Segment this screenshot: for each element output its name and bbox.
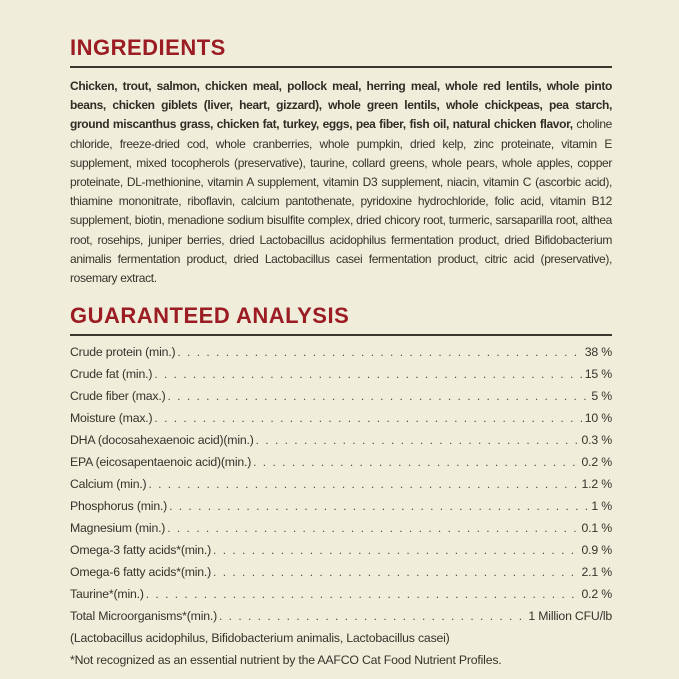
- ingredients-primary: Chicken, trout, salmon, chicken meal, pollock meal, herring meal, whole red lentils, whole pinto beans, chicken giblets (liver, heart, gizzard), whole green lentils, whole chickpeas, pea starch, ground miscanthus grass, chicken fat, turkey, eggs, pea fiber, fish oil, natural chicken flavor,: [70, 79, 612, 132]
- dotted-leader: [167, 385, 589, 407]
- analysis-row-value: 0.1 %: [581, 521, 612, 536]
- dotted-leader: [256, 429, 580, 451]
- ingredients-text: [70, 77, 612, 288]
- analysis-row-label: Phosphorus (min.): [70, 499, 168, 514]
- dotted-leader: [219, 605, 526, 627]
- analysis-row-label: DHA (docosahexaenoic acid)(min.): [70, 433, 254, 448]
- ingredients-title: INGREDIENTS: [70, 35, 226, 60]
- dotted-leader: [169, 495, 589, 517]
- analysis-row-label: Omega-6 fatty acids*(min.): [70, 565, 212, 580]
- analysis-row: [70, 561, 612, 583]
- analysis-row-label: Moisture (max.): [70, 411, 153, 426]
- analysis-row: [70, 451, 612, 473]
- analysis-row-value: 1 Million CFU/lb: [528, 609, 612, 624]
- analysis-row-label: Total Microorganisms*(min.): [70, 609, 217, 624]
- analysis-row-value: 38 %: [584, 345, 612, 360]
- analysis-row-label: Magnesium (min.): [70, 521, 166, 536]
- analysis-row-label: Crude fat (min.): [70, 367, 153, 382]
- dotted-leader: [154, 407, 582, 429]
- dotted-leader: [154, 363, 583, 385]
- dotted-leader: [167, 517, 579, 539]
- analysis-row-label: EPA (eicosapentaenoic acid)(min.): [70, 455, 252, 470]
- dotted-leader: [146, 583, 580, 605]
- analysis-row-value: 15 %: [584, 367, 612, 382]
- analysis-row-value: 1.2 %: [581, 477, 612, 492]
- analysis-row-value: 0.9 %: [581, 543, 612, 558]
- analysis-row: [70, 605, 612, 627]
- analysis-row: [70, 385, 612, 407]
- analysis-row: [70, 517, 612, 539]
- analysis-row: [70, 341, 612, 363]
- analysis-row-label: Crude fiber (max.): [70, 389, 166, 404]
- analysis-row: [70, 539, 612, 561]
- dotted-leader: [213, 561, 580, 583]
- analysis-row-value: 1 %: [591, 499, 612, 514]
- dotted-leader: [177, 341, 582, 363]
- analysis-row-label: Taurine*(min.): [70, 587, 144, 602]
- dotted-leader: [253, 451, 579, 473]
- ingredients-secondary: choline chloride, freeze-dried cod, whole cranberries, whole pumpkin, dried kelp, zinc proteinate, vitamin E supplement, mixed tocopherols (preservative), taurine, collard greens, whole pears, whole apples, copper proteinate, DL-methionine, vitamin A supplement, vitamin D3 supplement, niacin, vitamin C (ascorbic acid), thiamine mononitrate, riboflavin, calcium pantothenate, pyridoxine hydrochloride, folic acid, vitamin B12 supplement, biotin, menadione sodium bisulfite complex, dried chicory root, turmeric, sarsaparilla root, althea root, rosehips, juniper berries, dried Lactobacillus acidophilus fermentation product, dried Bifidobacterium animalis fermentation product, dried Lactobacillus casei fermentation product, citric acid (preservative), rosemary extract.: [70, 117, 612, 286]
- dotted-leader: [148, 473, 579, 495]
- guaranteed-analysis-divider: [70, 334, 612, 336]
- analysis-row-label: Omega-3 fatty acids*(min.): [70, 543, 212, 558]
- analysis-row-label: Calcium (min.): [70, 477, 147, 492]
- analysis-row-value: 2.1 %: [581, 565, 612, 580]
- ingredients-divider: [70, 66, 612, 68]
- guaranteed-analysis-title: GUARANTEED ANALYSIS: [70, 303, 350, 329]
- dotted-leader: [213, 539, 580, 561]
- guaranteed-analysis-rows: [70, 341, 612, 627]
- analysis-row: [70, 495, 612, 517]
- aafco-footnote: *Not recognized as an essential nutrient by the AAFCO Cat Food Nutrient Profiles.: [70, 653, 502, 668]
- analysis-row: [70, 473, 612, 495]
- analysis-row: [70, 363, 612, 385]
- analysis-row-label: Crude protein (min.): [70, 345, 176, 360]
- analysis-row-value: 10 %: [584, 411, 612, 426]
- analysis-row-value: 5 %: [591, 389, 612, 404]
- ingredients-section: [70, 36, 612, 288]
- analysis-row-value: 0.2 %: [581, 455, 612, 470]
- analysis-row-value: 0.2 %: [581, 587, 612, 602]
- analysis-row: [70, 583, 612, 605]
- analysis-row: [70, 407, 612, 429]
- analysis-row-value: 0.3 %: [581, 433, 612, 448]
- microorganisms-note: (Lactobacillus acidophilus, Bifidobacterium animalis, Lactobacillus casei): [70, 631, 450, 646]
- analysis-row: [70, 429, 612, 451]
- guaranteed-analysis-section: [70, 304, 612, 671]
